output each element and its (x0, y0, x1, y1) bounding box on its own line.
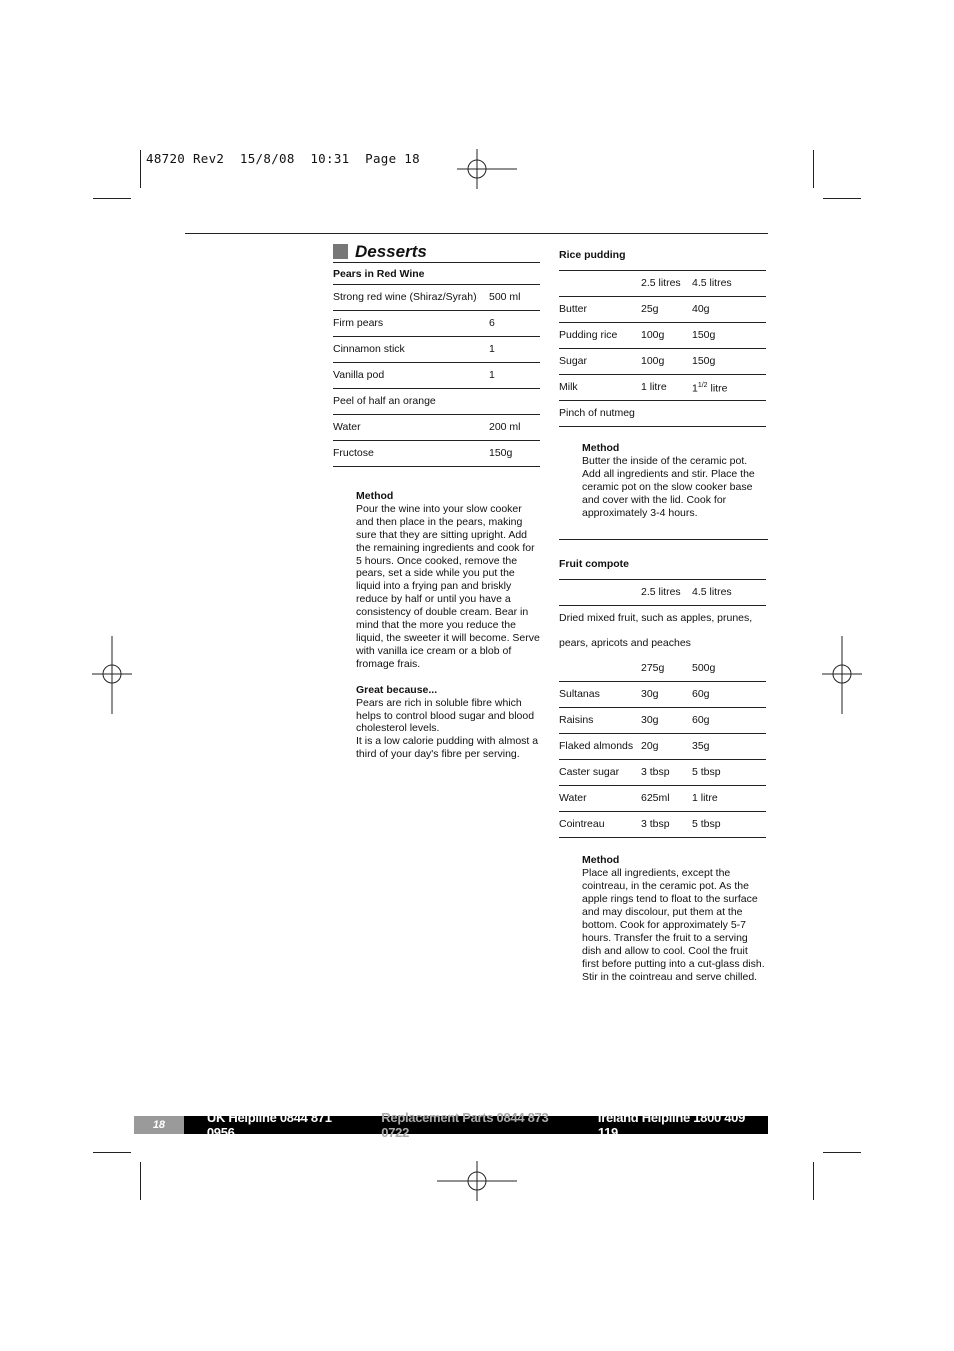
size-header: 2.5 litres (641, 580, 692, 606)
ingredient-qty: 150g (692, 323, 766, 349)
ingredient-qty (489, 389, 540, 415)
section-divider (559, 539, 768, 540)
table-row (559, 401, 766, 427)
size-header: 4.5 litres (692, 271, 766, 297)
ingredient-name: Raisins (559, 708, 641, 734)
table-row (333, 285, 540, 311)
table-header-row (559, 580, 766, 606)
table-row (559, 349, 766, 375)
method-text: Pour the wine into your slow cooker and then place in the pears, making sure that they are sitting upright. Add the remaining ingredients and cook for 5 hours. Once cooked, remove the pears, set a side while you put the liquid into a frying pan and briskly reduce by half or until you have a consistency of double cream. Bear in mind that the more you reduce the liquid, the sweeter it will become. Serve with vanilla ice cream or a blob of fromage frais. (356, 502, 540, 670)
ingredient-name: Butter (559, 297, 641, 323)
ingredient-name: Peel of half an orange (333, 389, 489, 415)
size-header: 2.5 litres (641, 271, 692, 297)
table-row (559, 682, 766, 708)
table-row (333, 363, 540, 389)
ireland-helpline: Ireland Helpline 1800 409 119 (597, 1110, 746, 1140)
great-because-heading: Great because... (356, 683, 438, 696)
size-header: 4.5 litres (692, 580, 766, 606)
recipe-title: Fruit compote (559, 558, 629, 571)
ingredient-qty: 500g (692, 656, 766, 682)
ingredient-name: Water (333, 415, 489, 441)
section-square-icon (333, 244, 348, 259)
table-row (333, 389, 540, 415)
ingredient-name: Sugar (559, 349, 641, 375)
table-row (559, 656, 766, 682)
ingredient-name: Pinch of nutmeg (559, 401, 766, 427)
great-because-text: It is a low calorie pudding with almost a third of your day's fibre per serving. (356, 735, 539, 761)
ingredient-name: Sultanas (559, 682, 641, 708)
recipe-title: Pears in Red Wine (333, 268, 425, 280)
rice-fruit-column (559, 249, 766, 984)
ingredients-table (333, 284, 540, 467)
ingredient-qty: 1 litre (692, 786, 766, 812)
ingredient-name: Vanilla pod (333, 363, 489, 389)
ingredient-name: Flaked almonds (559, 734, 641, 760)
great-because-block (356, 684, 540, 761)
ingredient-qty: 35g (692, 734, 766, 760)
ingredient-qty: 20g (641, 734, 692, 760)
crop-mark (140, 1162, 141, 1200)
crop-mark (813, 1162, 814, 1200)
table-header-row (559, 271, 766, 297)
crop-mark (823, 198, 861, 199)
pears-column (333, 241, 540, 761)
crop-mark (813, 150, 814, 188)
ingredient-qty: 200 ml (489, 415, 540, 441)
ingredient-qty: 30g (641, 708, 692, 734)
page-number: 18 (134, 1116, 184, 1134)
ingredient-qty: 275g (641, 656, 692, 682)
ingredient-qty: 150g (489, 441, 540, 467)
table-row (559, 786, 766, 812)
ingredient-name: Strong red wine (Shiraz/Syrah) (333, 285, 489, 311)
ingredient-qty: 3 tbsp (641, 760, 692, 786)
table-row (333, 337, 540, 363)
table-row (559, 297, 766, 323)
section-header (333, 241, 540, 263)
ingredient-qty: 1 litre (641, 375, 692, 401)
table-row (559, 812, 766, 838)
ingredients-table (559, 270, 766, 427)
ingredient-qty: 5 tbsp (692, 760, 766, 786)
method-block (356, 490, 540, 671)
ingredient-qty: 500 ml (489, 285, 540, 311)
qty-unit: litre (707, 382, 728, 395)
empty-cell (559, 271, 641, 297)
registration-mark-icon (437, 1161, 517, 1201)
ingredient-qty: 150g (692, 349, 766, 375)
table-row (559, 323, 766, 349)
method-heading: Method (582, 854, 620, 867)
table-row (559, 375, 766, 401)
method-block (582, 442, 766, 519)
method-text: Butter the inside of the ceramic pot. Add all ingredients and stir. Place the ceramic pot on the slow cooker base and cover with the lid. Cook for approximately 3-4 hours. (582, 454, 755, 519)
helpline-footer (134, 1110, 768, 1140)
section-title: Desserts (355, 242, 427, 261)
registration-mark-icon (457, 149, 517, 189)
ingredient-qty: 5 tbsp (692, 812, 766, 838)
empty-cell (559, 656, 641, 682)
crop-mark (93, 1152, 131, 1153)
table-row (333, 415, 540, 441)
ingredient-qty: 1 (489, 337, 540, 363)
ingredient-qty: 3 tbsp (641, 812, 692, 838)
print-slug-line: 48720 Rev2 15/8/08 10:31 Page 18 (146, 151, 420, 166)
table-row (559, 631, 766, 656)
ingredient-qty: 60g (692, 708, 766, 734)
method-heading: Method (356, 490, 394, 502)
method-text: Place all ingredients, except the cointreau, in the ceramic pot. As the apple rings tend to float to the surface and may discolour, put them at the bottom. Cook for approximately 5-7 hours. Transfer the fruit to a serving dish and allow to cool. Cool the fruit first before putting into a cut-glass dish. Stir in the cointreau and serve chilled. (582, 867, 765, 983)
table-row (559, 734, 766, 760)
table-row (559, 760, 766, 786)
qty-whole: 1 (692, 382, 698, 395)
ingredient-qty: 25g (641, 297, 692, 323)
ingredient-qty: 1 (489, 363, 540, 389)
crop-mark (140, 150, 141, 188)
registration-mark-icon (822, 636, 862, 714)
ingredient-qty: 30g (641, 682, 692, 708)
recipe-title: Rice pudding (559, 249, 626, 261)
page-top-rule (185, 233, 768, 234)
ingredient-name: pears, apricots and peaches (559, 637, 691, 650)
registration-mark-icon (92, 636, 132, 714)
ingredient-name: Pudding rice (559, 323, 641, 349)
ingredient-qty: 60g (692, 682, 766, 708)
ingredient-qty: 6 (489, 311, 540, 337)
ingredient-qty (692, 375, 766, 401)
ingredient-name: Fructose (333, 441, 489, 467)
crop-mark (823, 1152, 861, 1153)
ingredient-name: Firm pears (333, 311, 489, 337)
ingredient-name: Cointreau (559, 812, 641, 838)
ingredient-name: Dried mixed fruit, such as apples, prunes, (559, 612, 753, 625)
table-row (333, 441, 540, 467)
method-heading: Method (582, 442, 620, 454)
ingredients-table (559, 579, 766, 838)
ingredient-qty: 40g (692, 297, 766, 323)
ingredient-name: Cinnamon stick (333, 337, 489, 363)
ingredient-name: Caster sugar (559, 760, 641, 786)
ingredient-qty: 100g (641, 323, 692, 349)
method-block (582, 854, 766, 983)
great-because-text: Pears are rich in soluble fibre which helps to control blood sugar and blood cholesterol levels. (356, 696, 535, 735)
table-row (559, 708, 766, 734)
empty-cell (559, 580, 641, 606)
ingredient-name: Milk (559, 375, 641, 401)
table-row (559, 606, 766, 632)
crop-mark (93, 198, 131, 199)
uk-helpline: UK Helpline 0844 871 0956 (206, 1110, 332, 1140)
table-row (333, 311, 540, 337)
qty-fraction: 1/2 (697, 382, 708, 390)
ingredient-qty: 100g (641, 349, 692, 375)
ingredient-qty: 625ml (641, 786, 692, 812)
replacement-parts: Replacement Parts 0844 873 0722 (381, 1110, 549, 1140)
ingredient-name: Water (559, 786, 641, 812)
